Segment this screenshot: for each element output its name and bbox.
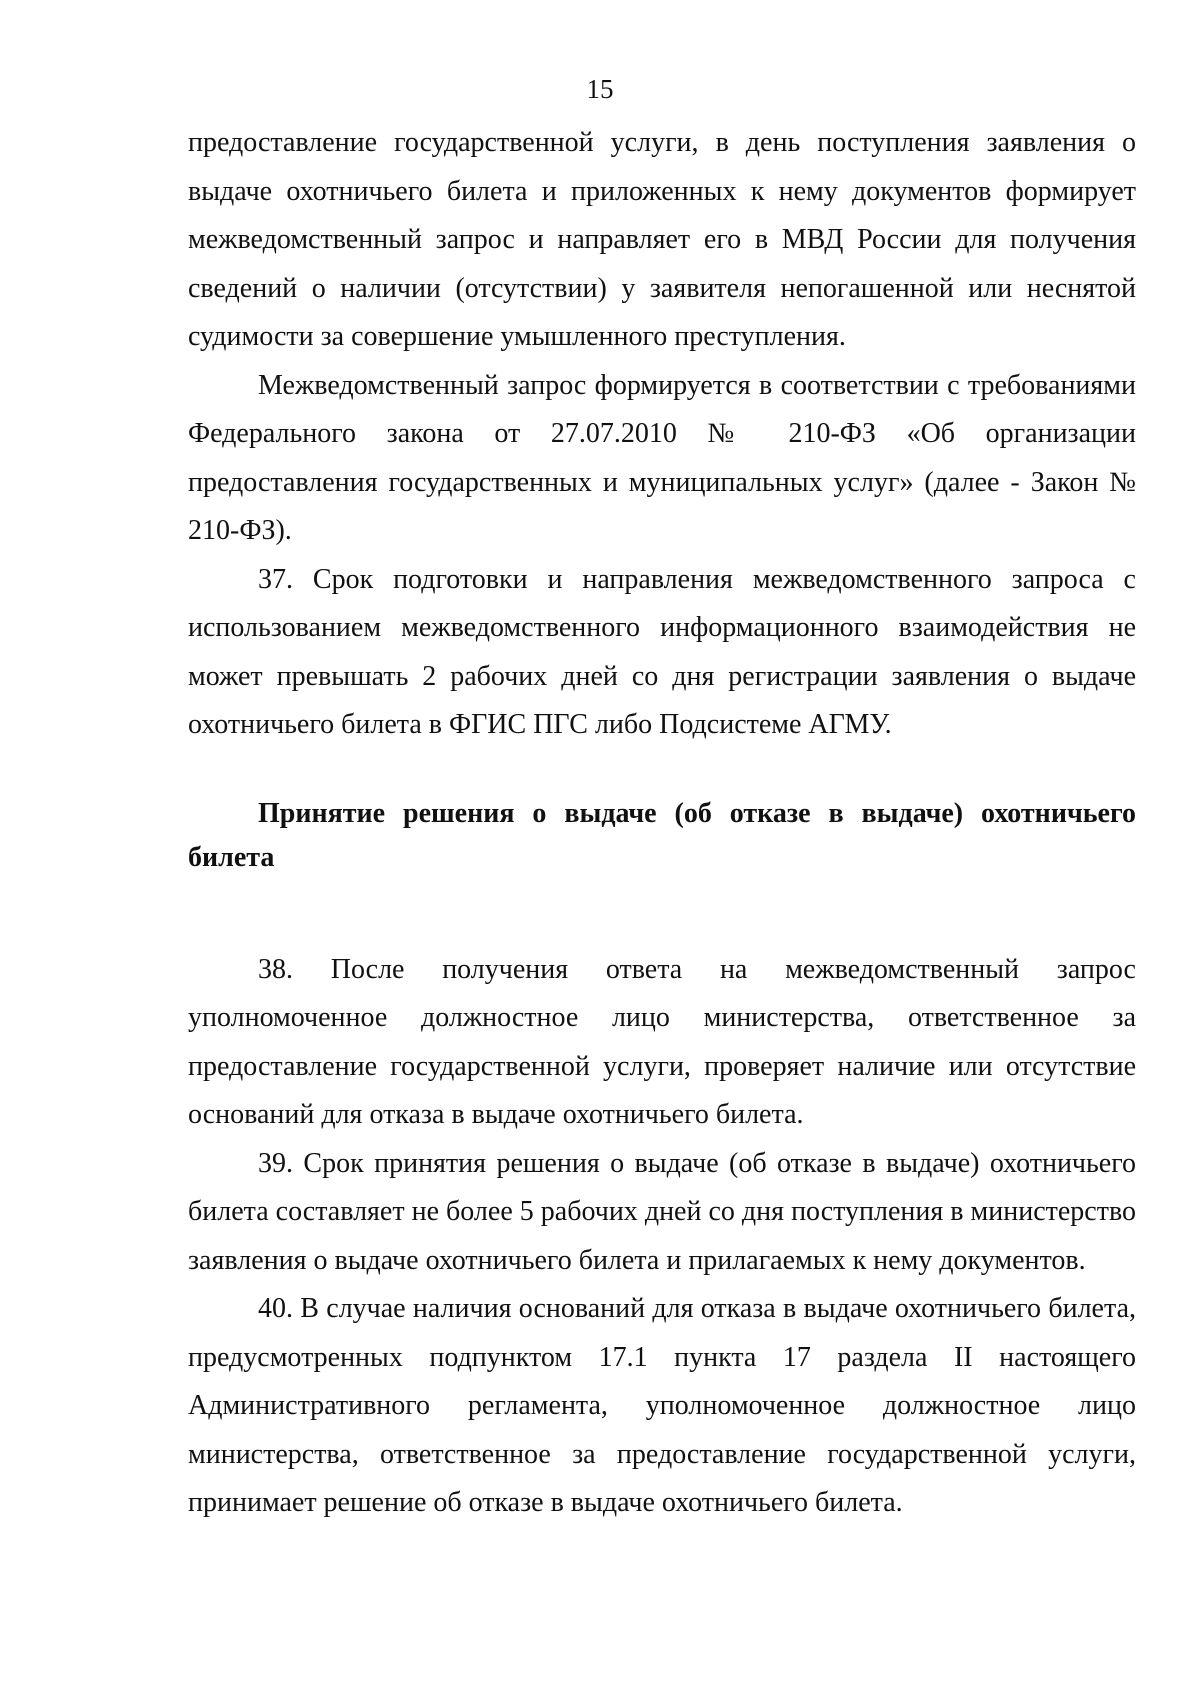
document-body (188, 119, 1136, 1528)
paragraph-37: 37. Срок подготовки и направления межведомственного запроса с использованием межведомственного информационного взаимодействия не может превышать 2 рабочих дней со дня регистрации заявления о выдаче охотничьего билета в ФГИС ПГС либо Подсистеме АГМУ. (188, 563, 1136, 740)
paragraph-interagency-request: Межведомственный запрос формируется в соответствии с требованиями Федерального закона от 27.07.2010 № 210-ФЗ «Об организации предоставления государственных и муниципальных услуг» (далее - Закон № 210-ФЗ). (188, 369, 1136, 546)
page-number: 15 (586, 74, 614, 104)
paragraph-39: 39. Срок принятия решения о выдаче (об отказе в выдаче) охотничьего билета составляет не более 5 рабочих дней со дня поступления в министерство заявления о выдаче охотничьего билета и прилагаемых к нему документов. (188, 1147, 1136, 1276)
section-heading: Принятие решения о выдаче (об отказе в выдаче) охотничьего билета (188, 797, 1136, 873)
paragraph-38: 38. После получения ответа на межведомственный запрос уполномоченное должностное лицо министерства, ответственное за предоставление государственной услуги, проверяет наличие или отсутствие оснований для отказа в выдаче охотничьего билета. (188, 953, 1136, 1130)
paragraph-40: 40. В случае наличия оснований для отказа в выдаче охотничьего билета, предусмотренных подпунктом 17.1 пункта 17 раздела II настоящего Административного регламента, уполномоченное должностное лицо министерства, ответственное за предоставление государственной услуги, принимает решение об отказе в выдаче охотничьего билета. (188, 1293, 1136, 1518)
paragraph-continuation: предоставление государственной услуги, в день поступления заявления о выдаче охотничьего билета и приложенных к нему документов формирует межведомственный запрос и направляет его в МВД России для получения сведений о наличии (отсутствии) у заявителя непогашенной или неснятой судимости за совершение умышленного преступления. (188, 127, 1136, 352)
